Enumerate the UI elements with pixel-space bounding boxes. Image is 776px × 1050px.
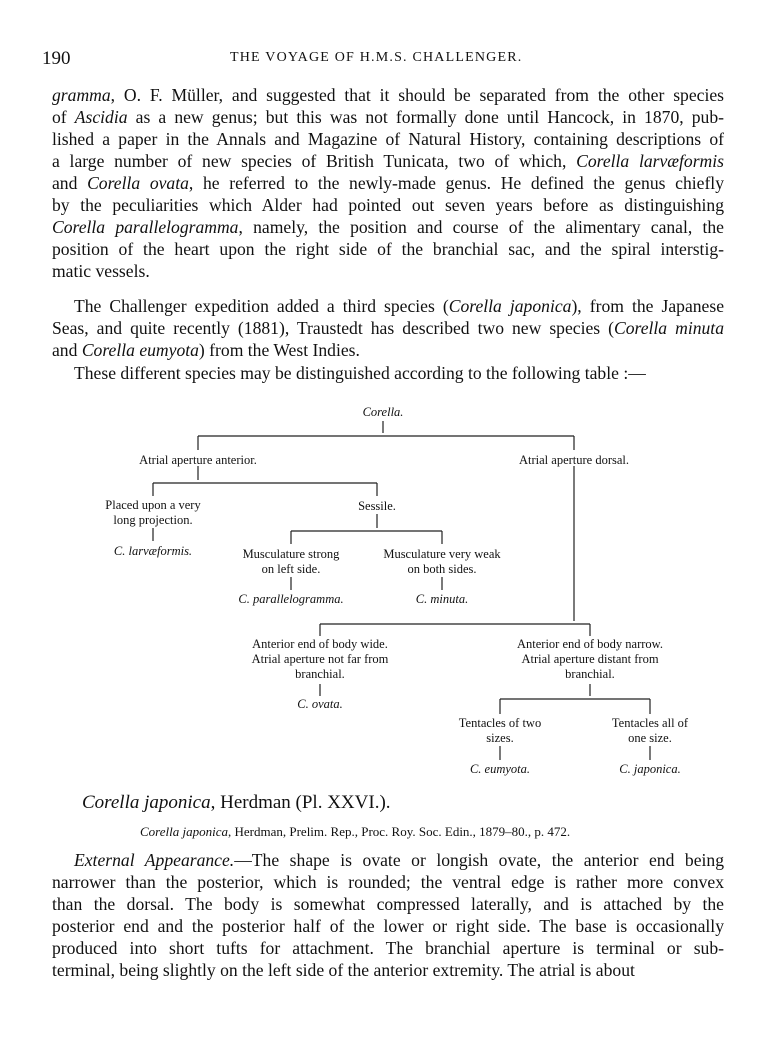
- text-line: a large number of new species of British Tunicata, two of which, Corella larvæformis: [52, 151, 724, 171]
- text-line: and Corella ovata, he referred to the newly-made genus. He defined the genus chiefly: [52, 173, 724, 193]
- text-line: posterior end and the posterior half of the lower or right side. The base is occasionally: [52, 916, 724, 936]
- text-line: and Corella eumyota) from the West Indies.: [52, 340, 360, 360]
- key-tentacles-one: Tentacles all of one size.: [611, 716, 689, 745]
- page-number: 190: [42, 48, 71, 69]
- key-minuta: C. minuta.: [415, 592, 469, 606]
- key-atrial-dorsal: Atrial aperture dorsal.: [518, 453, 630, 467]
- key-tentacles-two: Tentacles of two sizes.: [458, 716, 542, 745]
- key-eumyota: C. eumyota.: [469, 762, 531, 776]
- text-line: Seas, and quite recently (1881), Traustedt has described two new species (Corella minuta: [52, 318, 724, 338]
- key-ovata: C. ovata.: [297, 697, 343, 711]
- key-atrial-anterior: Atrial aperture anterior.: [139, 453, 257, 467]
- key-root: Corella.: [362, 405, 404, 419]
- key-sessile: Sessile.: [358, 499, 396, 513]
- text-line: matic vessels.: [52, 261, 150, 281]
- key-japonica: C. japonica.: [619, 762, 681, 776]
- running-title: THE VOYAGE OF H.M.S. CHALLENGER.: [230, 50, 523, 65]
- text-line: position of the heart upon the right side of the branchial sac, and the spiral interstig-: [52, 239, 724, 259]
- paragraph-external-appearance: [52, 849, 724, 981]
- key-musculature-strong: Musculature strong on left side.: [242, 547, 340, 576]
- key-anterior-wide: Anterior end of body wide. Atrial aperture not far from branchial.: [251, 637, 389, 681]
- text-line: of Ascidia as a new genus; but this was not formally done until Hancock, in 1870, pub-: [52, 107, 724, 127]
- text-line: by the peculiarities which Alder had pointed out seven years before as distinguishing: [52, 195, 724, 215]
- text-line: produced into short tufts for attachment. The branchial aperture is terminal or sub-: [52, 938, 724, 958]
- key-placed-upon: Placed upon a very long projection.: [105, 498, 201, 527]
- text-line: terminal, being slightly on the left side of the anterior extremity. The atrial is about: [52, 960, 635, 980]
- key-parallelogramma: C. parallelogramma.: [238, 592, 344, 606]
- text-line: lished a paper in the Annals and Magazine of Natural History, containing descriptions of: [52, 129, 724, 149]
- text-line: These different species may be distinguished according to the following table :—: [74, 363, 646, 383]
- key-larvaeformis: C. larvæformis.: [113, 544, 193, 558]
- key-musculature-weak: Musculature very weak on both sides.: [383, 547, 501, 576]
- text-line: gramma, O. F. Müller, and suggested that it should be separated from the other species: [52, 85, 724, 105]
- section-citation: Corella japonica, Herdman, Prelim. Rep., Proc. Roy. Soc. Edin., 1879–80., p. 472.: [140, 824, 571, 839]
- section-heading: Corella japonica, Herdman (Pl. XXVI.).: [82, 792, 391, 813]
- key-anterior-narrow: Anterior end of body narrow. Atrial aperture distant from branchial.: [516, 637, 664, 681]
- text-line: Corella parallelogramma, namely, the position and course of the alimentary canal, the: [52, 217, 724, 237]
- text-line: than the dorsal. The body is somewhat compressed laterally, and is attached by the: [52, 894, 724, 914]
- text-line: The Challenger expedition added a third species (Corella japonica), from the Japanese: [74, 296, 725, 316]
- text-line: External Appearance.—The shape is ovate or longish ovate, the anterior end being: [74, 850, 724, 870]
- text-line: narrower than the posterior, which is rounded; the ventral edge is rather more convex: [52, 872, 724, 892]
